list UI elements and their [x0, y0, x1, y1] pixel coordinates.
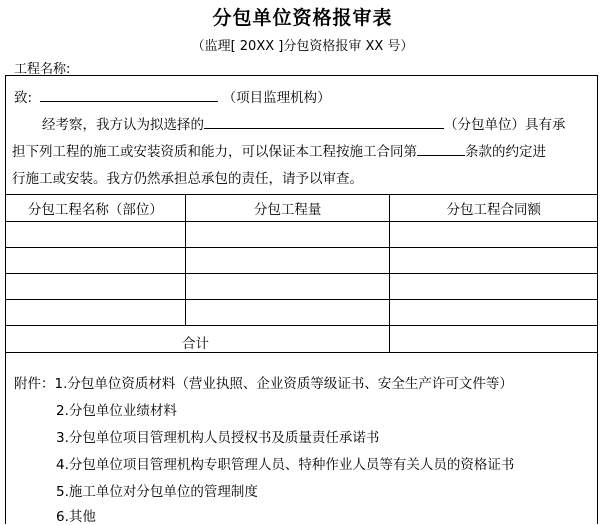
addressee-suffix: （项目监理机构） [222, 90, 331, 106]
column-header: 分包工程合同额 [390, 195, 598, 222]
table-row [6, 248, 598, 274]
letter-line-1 [42, 113, 566, 133]
letter-line-2-prefix: 担下列工程的施工或安装资质和能力，可以保证本工程按施工合同第 [12, 144, 417, 160]
form-subtitle: （监理[ 20XX ]分包资格报审 XX 号） [191, 39, 414, 54]
column-header: 分包工程名称（部位） [6, 195, 186, 222]
attachments-label: 附件： [14, 376, 55, 392]
letter-line-2-suffix: 条款的约定进 [465, 144, 546, 160]
addressee-blank[interactable] [40, 87, 218, 102]
total-label: 合计 [6, 326, 390, 353]
subcontract-table [5, 194, 598, 353]
attachment-item-4: 4.分包单位项目管理机构专职管理人员、特种作业人员等有关人员的资格证书 [56, 457, 515, 473]
attachment-item-6: 6.其他 [56, 509, 96, 525]
table-cell[interactable] [185, 300, 390, 326]
total-row [6, 326, 598, 353]
table-cell[interactable] [6, 248, 186, 274]
table-cell[interactable] [390, 300, 598, 326]
to-label: 致: [14, 90, 33, 106]
table-cell[interactable] [6, 222, 186, 248]
table-row [6, 222, 598, 248]
letter-line-1-suffix: （分包单位）具有承 [444, 117, 566, 133]
table-cell[interactable] [390, 222, 598, 248]
attachment-item-5: 5.施工单位对分包单位的管理制度 [56, 484, 258, 500]
table-cell[interactable] [185, 274, 390, 300]
project-name-label: 工程名称: [14, 62, 71, 77]
attachment-item-3: 3.分包单位项目管理机构人员授权书及质量责任承诺书 [56, 430, 380, 446]
column-header: 分包工程量 [185, 195, 390, 222]
table-row [6, 274, 598, 300]
table-cell[interactable] [185, 248, 390, 274]
attachment-item-2: 2.分包单位业绩材料 [56, 403, 177, 419]
addressee-line [14, 86, 331, 106]
letter-line-1-prefix: 经考察，我方认为拟选择的 [42, 117, 204, 133]
table-cell[interactable] [185, 222, 390, 248]
table-row [6, 300, 598, 326]
attachment-item-1 [14, 372, 513, 392]
attachment-text: 1.分包单位资质材料（营业执照、企业资质等级证书、安全生产许可文件等） [54, 376, 513, 392]
letter-line-3: 行施工或安装。我方仍然承担总承包的责任，请予以审查。 [12, 171, 363, 187]
table-header-row [6, 195, 598, 222]
table-cell[interactable] [390, 274, 598, 300]
letter-line-2 [12, 140, 546, 160]
subcontractor-blank[interactable] [204, 114, 444, 129]
clause-number-blank[interactable] [417, 141, 465, 156]
table-cell[interactable] [6, 300, 186, 326]
table-cell[interactable] [390, 248, 598, 274]
total-amount-cell[interactable] [390, 326, 598, 353]
form-title: 分包单位资格报审表 [212, 7, 393, 29]
table-cell[interactable] [6, 274, 186, 300]
